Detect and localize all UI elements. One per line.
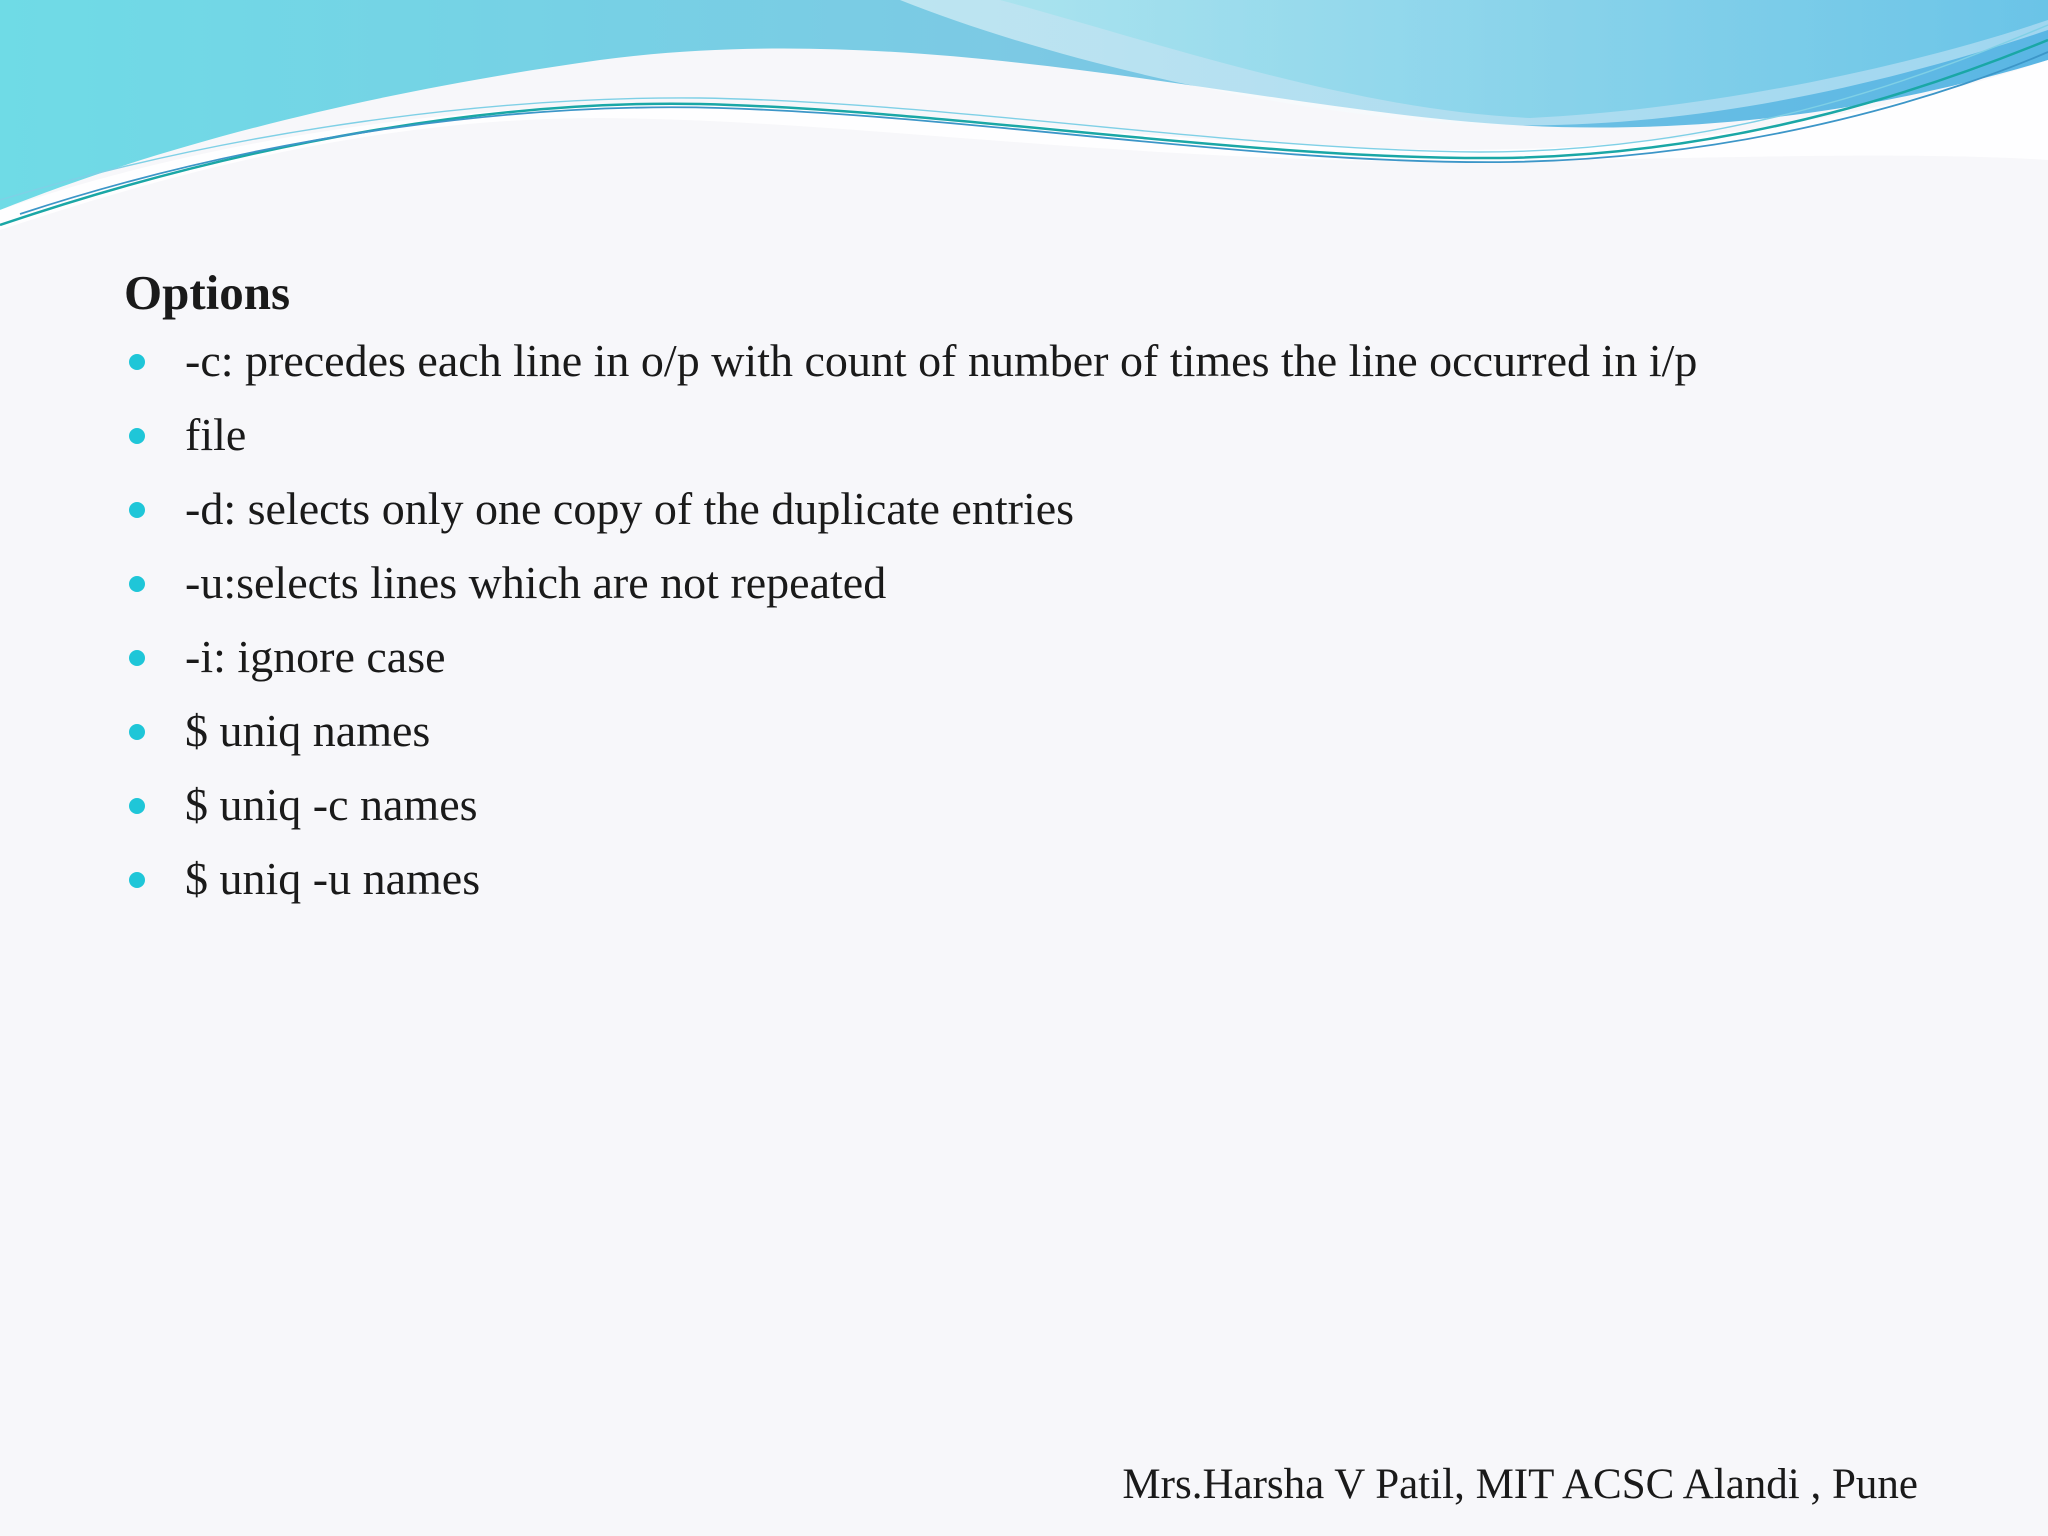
slide-heading: Options (124, 265, 291, 320)
bullet-dot-icon (129, 872, 145, 888)
list-item-text: $ uniq -c names (185, 779, 478, 830)
bullet-dot-icon (129, 724, 145, 740)
list-item (124, 848, 1964, 909)
slide-footer: Mrs.Harsha V Patil, MIT ACSC Alandi , Pune (1122, 1461, 1918, 1508)
slide-content (124, 258, 1964, 922)
list-item-text: file (185, 409, 247, 460)
bullet-dot-icon (129, 576, 145, 592)
list-item-text: $ uniq names (185, 705, 431, 756)
list-item (124, 404, 1964, 465)
list-item (124, 478, 1964, 539)
list-item (124, 700, 1964, 761)
bullet-dot-icon (129, 354, 145, 370)
list-item (124, 330, 1964, 391)
list-item-text: $ uniq -u names (185, 853, 481, 904)
bullet-dot-icon (129, 502, 145, 518)
list-item (124, 552, 1964, 613)
list-item-text: -i: ignore case (185, 631, 446, 682)
list-item-text: -c: precedes each line in o/p with count of number of times the line occurred in i/p (185, 335, 1698, 386)
bullet-dot-icon (129, 428, 145, 444)
bullet-list (124, 330, 1964, 909)
list-item-text: -d: selects only one copy of the duplicate entries (185, 483, 1075, 534)
header-wave-decoration (0, 0, 2048, 240)
bullet-dot-icon (129, 798, 145, 814)
bullet-dot-icon (129, 650, 145, 666)
list-item-text: -u:selects lines which are not repeated (185, 557, 887, 608)
list-item (124, 774, 1964, 835)
list-item (124, 626, 1964, 687)
